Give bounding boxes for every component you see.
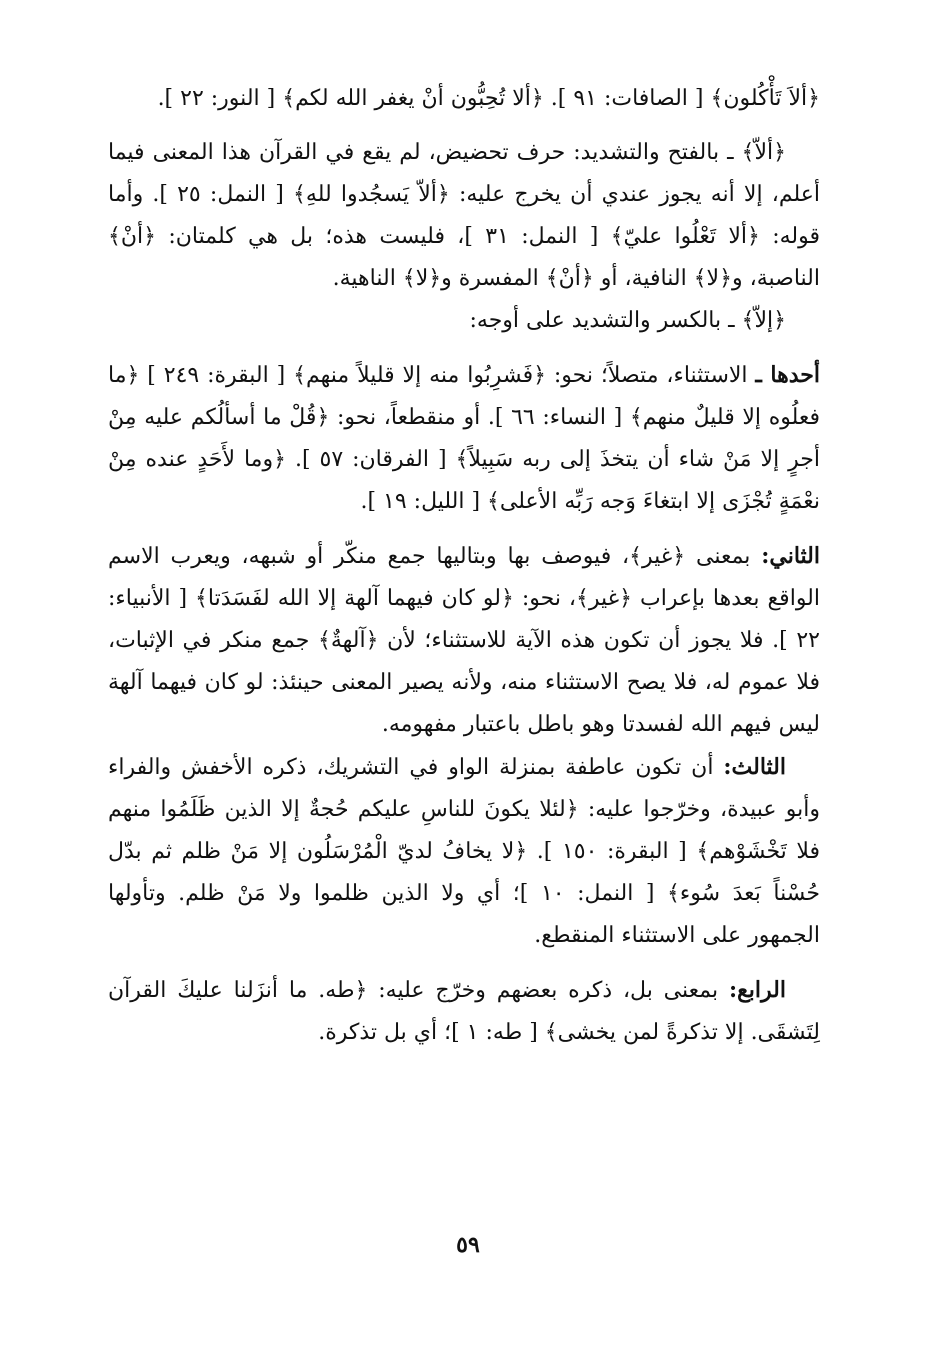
paragraph-alla-fath [108, 132, 820, 300]
paragraph-text: ﴿إلاّ﴾ ـ بالكسر والتشديد على أوجه: [469, 308, 786, 333]
paragraph-third-sense [108, 746, 820, 957]
paragraph-intro-verses [108, 78, 820, 120]
paragraph-lead: الثاني: [761, 543, 820, 569]
page-number: ٥٩ [456, 1232, 480, 1258]
paragraph-text: بمعنى ﴿غير﴾، فيوصف بها وبتاليها جمع منكّر أو شبهه، ويعرب الاسم الواقع بعدها بإعراب ﴿غير﴾، نحو: ﴿لو كان فيهما آلهة إلا الله لفَسَدَتا﴾ [ الأنبياء: ٢٢ ]. فلا يجوز أن تكون هذه الآية للاستثناء؛ لأن ﴿آلهةٌ﴾ جمع منكر في الإثبات، فلا عموم له، فلا يصح الاستثناء منه، ولأنه يصير المعنى حينئذ: لو كان فيهما آلهة ليس فيهم الله لفسدتا وهو باطل باعتبار مفهومه. [108, 544, 820, 737]
paragraph-lead: الثالث: [723, 754, 786, 780]
paragraph-illa-kasr [108, 300, 820, 342]
paragraph-lead: أحدها ـ [755, 362, 820, 388]
paragraph-text: ﴿ألاَ تَأْكُلون﴾ [ الصافات: ٩١ ]. ﴿ألا تُحِبُّون أنْ يغفر الله لكم﴾ [ النور: ٢٢ ]. [157, 86, 820, 111]
paragraph-fourth-sense [108, 969, 820, 1054]
paragraph-text: ﴿ألاّ﴾ ـ بالفتح والتشديد: حرف تحضيض، لم يقع في القرآن هذا المعنى فيما أعلم، إلا أنه يجوز عندي أن يخرج عليه: ﴿ألاّ يَسجُدوا للهِ﴾ [ النمل: ٢٥ ]. وأما قوله: ﴿ألا تَعْلُوا عليّ﴾ [ النمل: ٣١ ]، فليست هذه؛ بل هي كلمتان: ﴿أنْ﴾ الناصبة، و﴿لا﴾ النافية، أو ﴿أنْ﴾ المفسرة و﴿لا﴾ الناهية. [108, 140, 820, 291]
paragraph-lead: الرابع: [728, 977, 786, 1003]
paragraph-text: الاستثناء، متصلاً؛ نحو: ﴿فَشرِبُوا منه إلا قليلاً منهم﴾ [ البقرة: ٢٤٩ ] ﴿ما فعلُوه إلا قليلٌ منهم﴾ [ النساء: ٦٦ ]. أو منقطعاً، نحو: ﴿قُلْ ما أسألُكم عليه مِنْ أجرٍ إلا مَنْ شاء أن يتخذَ إلى ربه سَبِيلاً﴾ [ الفرقان: ٥٧ ]. ﴿وما لأَحَدٍ عنده مِنْ نعْمَةٍ تُجْزَى إلا ابتغاءَ وَجه رَبِّه الأعلى﴾ [ الليل: ١٩ ]. [108, 363, 821, 514]
page-body [108, 78, 820, 1054]
paragraph-text: أن تكون عاطفة بمنزلة الواو في التشريك، ذكره الأخفش والفراء وأبو عبيدة، وخرّجوا عليه: ﴿لئلا يكونَ للناسِ عليكم حُجةٌ إلا الذين ظَلَمُوا منهم فلا تَخْشَوْهم﴾ [ البقرة: ١٥٠ ]. ﴿لا يخافُ لديّ الْمُرْسَلُون إلا مَنْ ظلم ثم بدّل حُسْناً بَعدَ سُوء﴾ [ النمل: ١٠ ]؛ أي ولا الذين ظلموا ولا مَنْ ظلم. وتأولها الجمهور على الاستثناء المنقطع. [108, 755, 820, 948]
paragraph-second-sense [108, 535, 820, 746]
paragraph-first-sense [108, 354, 820, 523]
paragraph-text: بمعنى بل، ذكره بعضهم وخرّج عليه: ﴿طه. ما أنزَلنا عليكَ القرآن لِتَشقَى. إلا تذكرةً لمن يخشى﴾ [ طه: ١ ]؛ أي بل تذكرة. [108, 978, 820, 1045]
